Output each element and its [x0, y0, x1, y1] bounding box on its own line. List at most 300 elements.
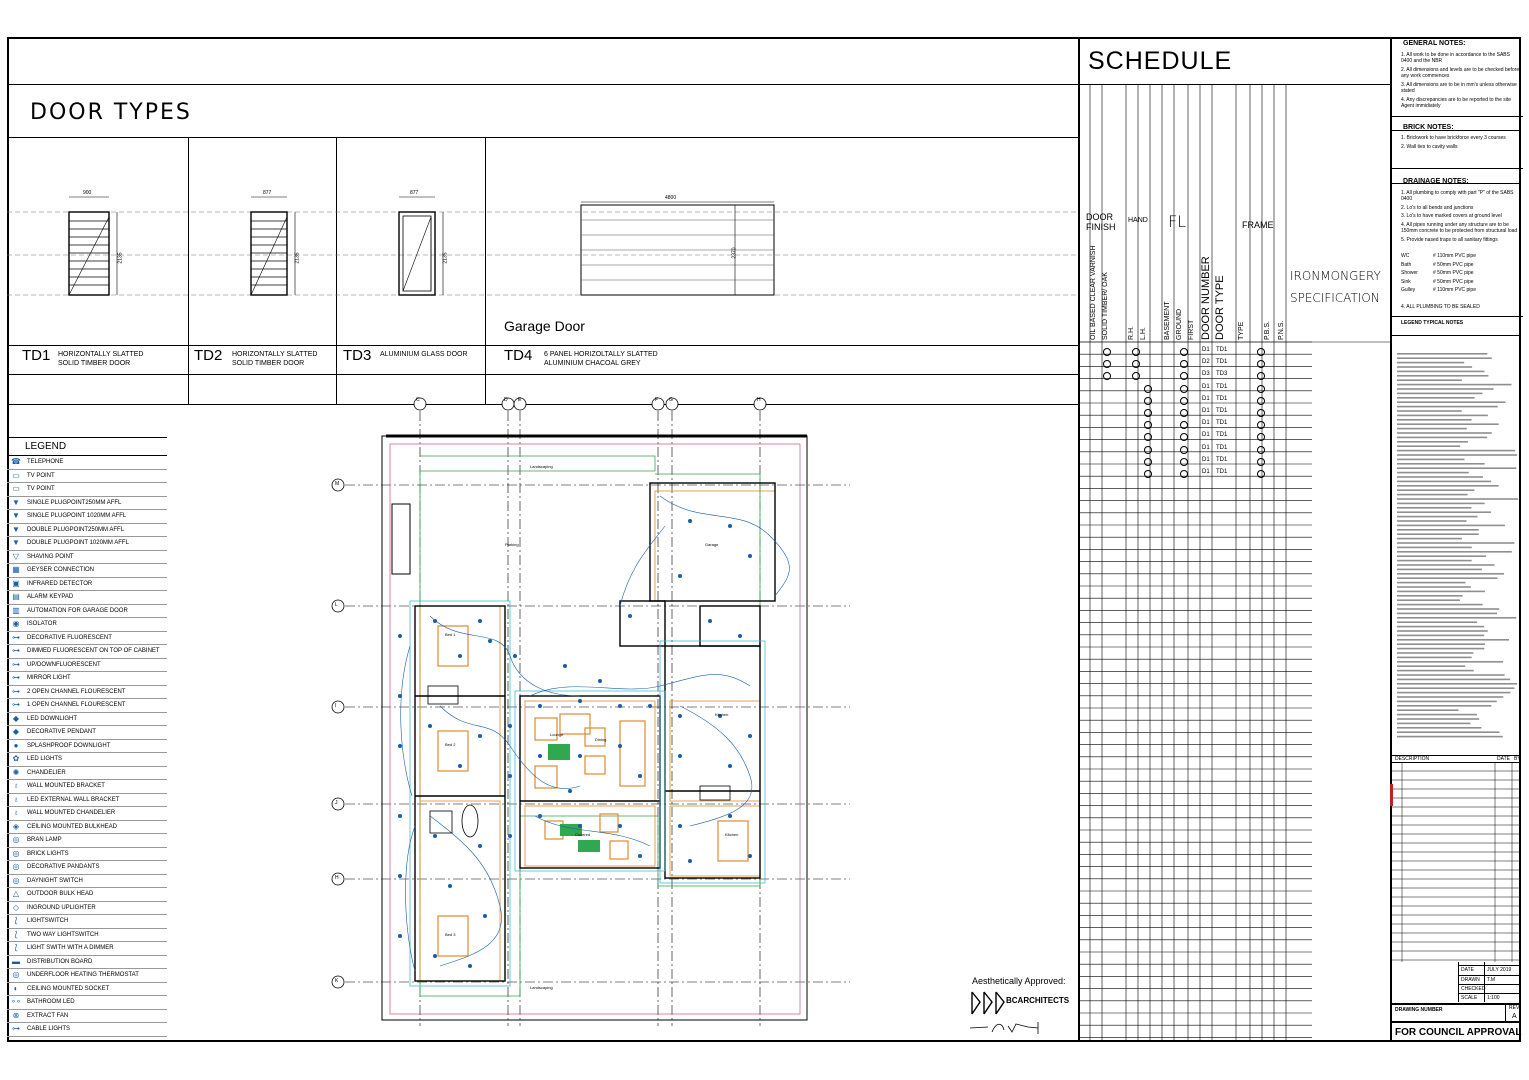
grid-label-j: J [335, 800, 338, 806]
legend-symbol-icon: ⊶ [12, 646, 20, 655]
svg-text:Garage: Garage [705, 542, 719, 547]
legend-label: LED DOWNLIGHT [27, 715, 78, 722]
floor-plan [320, 396, 860, 1030]
legend-symbol-icon: ✺ [12, 767, 20, 777]
schedule-mark [1257, 470, 1265, 478]
grid-label-g: G [669, 397, 673, 403]
light-fixture-icon [398, 634, 402, 638]
legend-item [7, 618, 167, 632]
brick-notes-title: BRICK NOTES: [1403, 123, 1454, 131]
legend-label: AUTOMATION FOR GARAGE DOOR [27, 607, 128, 614]
td4-width: 4800 [665, 195, 677, 201]
light-fixture-icon [428, 724, 432, 728]
schedule-door-type: TD1 [1216, 456, 1228, 463]
frame-header: FRAME [1242, 220, 1274, 230]
divider [1458, 984, 1521, 985]
date-value: JULY 2019 [1487, 967, 1512, 973]
pipe-spec: WC # 110mm PVC pipe [1401, 253, 1476, 259]
legend-label: WALL MOUNTED CHANDELIER [27, 810, 116, 816]
legend-label: BRICK LIGHTS [27, 850, 69, 857]
legend-item [7, 929, 167, 943]
legend-label: CHANDELIER [27, 769, 66, 776]
schedule-door-number: D1 [1202, 456, 1210, 463]
legend-symbol-icon: ▼ [12, 538, 20, 547]
light-fixture-icon [678, 714, 682, 718]
legend-label: UP/DOWNFLUORESCENT [27, 661, 101, 668]
legend-label: ISOLATOR [27, 621, 57, 627]
legend-symbol-icon: ✿ [12, 754, 20, 763]
legend-item [7, 537, 167, 551]
legend-symbol-icon: ⊶ [12, 700, 20, 709]
legend-label: INGROUND UPLIGHTER [27, 904, 96, 911]
td4-desc: 6 PANEL HORIZOLTALLY SLATTED ALUMINIUM CHACOAL GREY [544, 351, 658, 367]
schedule-mark [1144, 446, 1152, 454]
legend-symbol-icon: ◉ [12, 619, 20, 628]
schedule-mark [1257, 458, 1265, 466]
grid-label-e: E [518, 397, 522, 403]
legend-symbol-icon: ◎ [12, 848, 20, 858]
light-fixture-icon [478, 844, 482, 848]
light-fixture-icon [458, 764, 462, 768]
grid-label-k: K [335, 978, 339, 984]
legend-symbol-icon: ◇ [12, 902, 20, 912]
legend-label: WALL MOUNTED BRACKET [27, 783, 105, 789]
bc-architects-logo [970, 990, 1010, 1016]
light-fixture-icon [563, 664, 567, 668]
light-fixture-icon [598, 679, 602, 683]
legend-symbol-icon: ☎ [11, 457, 21, 466]
light-fixture-icon [508, 834, 512, 838]
divider [1458, 993, 1521, 994]
light-fixture-icon [648, 704, 652, 708]
col-finish-2: SOLID TIMBER/ OAK [1102, 272, 1109, 340]
drawn-value: T.M [1487, 977, 1496, 983]
light-fixture-icon [638, 774, 642, 778]
bc-architects-name: BCARCHITECTS [1006, 996, 1070, 1005]
schedule-door-type: TD1 [1216, 444, 1228, 451]
schedule-mark [1257, 446, 1265, 454]
divider [1390, 183, 1521, 184]
light-fixture-icon [628, 614, 632, 618]
legend-symbol-icon: ▬ [12, 956, 20, 966]
schedule-mark [1144, 458, 1152, 466]
scale-label: SCALE [1461, 995, 1478, 1001]
col-pbs: P.B.S. [1264, 321, 1271, 340]
svg-text:Parking: Parking [505, 542, 519, 547]
divider [1458, 975, 1521, 976]
divider [1390, 130, 1521, 131]
legend-symbol-icon: ▣ [12, 578, 20, 588]
legend-item [7, 470, 167, 484]
drainage-notes-title: DRAINAGE NOTES: [1403, 178, 1469, 185]
legend-symbol-icon: ◎ [12, 835, 20, 844]
pipe-spec: Gulley # 110mm PVC pipe [1401, 287, 1476, 293]
legend-label: BATHROOM LED [27, 999, 75, 1005]
legend-symbol-icon: ◆ [12, 727, 20, 736]
col-first: FIRST [1188, 319, 1195, 340]
legend-symbol-icon: ⟅ [14, 916, 18, 925]
col-basement: BASEMENT [1164, 301, 1171, 340]
light-fixture-icon [748, 734, 752, 738]
light-fixture-icon [688, 519, 692, 523]
schedule-door-type: TD1 [1216, 359, 1228, 366]
td3-code: TD3 [343, 347, 372, 364]
td2-desc: HORIZONTALLY SLATTED SOLID TIMBER DOOR [232, 351, 318, 367]
schedule-mark [1180, 397, 1188, 405]
svg-text:Kitchen: Kitchen [725, 832, 739, 837]
legend-label: SPLASHPROOF DOWNLIGHT [27, 742, 111, 749]
schedule-door-number: D1 [1202, 408, 1210, 414]
col-door-number: DOOR NUMBER [1200, 256, 1212, 340]
date-label: DATE [1461, 967, 1474, 973]
col-pns: P.N.S. [1278, 320, 1285, 340]
divider [7, 345, 1078, 346]
legend-label: TV POINT [27, 486, 55, 492]
schedule-mark [1180, 446, 1188, 454]
legend-symbol-icon: ▽ [12, 551, 20, 561]
note-item: 2. Lo's to all bends and junctions [1401, 204, 1474, 211]
divider [1390, 335, 1521, 336]
td4-code: TD4 [504, 347, 533, 364]
legend-item [7, 1010, 167, 1024]
schedule-title: SCHEDULE [1088, 47, 1233, 75]
legend-symbol-icon: ⟅ [14, 943, 18, 952]
legend-item [7, 780, 167, 794]
legend-label: TELEPHONE [27, 459, 64, 465]
svg-text:Landscaping: Landscaping [530, 464, 553, 469]
schedule-mark [1180, 458, 1188, 466]
plumbing-note: 4. ALL PLUMBING TO BE SEALED [1401, 303, 1480, 310]
legend-symbol-icon: ▼ [12, 524, 20, 534]
legend-item [7, 942, 167, 956]
legend-symbol-icon: ⊶ [12, 659, 20, 669]
schedule-mark [1257, 385, 1265, 393]
light-fixture-icon [538, 814, 542, 818]
legend-item [7, 551, 167, 565]
legend-item [7, 794, 167, 808]
revision-grid [1390, 762, 1521, 962]
legend-label: DOUBLE PLUGPOINT 1020MM AFFL [27, 540, 129, 546]
schedule-mark [1180, 470, 1188, 478]
schedule-door-type: TD1 [1216, 432, 1228, 439]
td2-height: 2135 [294, 252, 301, 264]
legend-item [7, 578, 167, 592]
schedule-door-number: D1 [1202, 395, 1210, 402]
legend-symbol-icon: ∘∘ [10, 997, 21, 1006]
door-elevations [7, 137, 1078, 345]
svg-text:Lounge: Lounge [550, 732, 564, 737]
td3-width: 877 [410, 190, 419, 196]
td2-code: TD2 [194, 347, 223, 364]
legend-item [7, 740, 167, 754]
legend-item [7, 996, 167, 1010]
legend-item [7, 497, 167, 511]
light-fixture-icon [748, 854, 752, 858]
legend-item [7, 834, 167, 848]
garage-door-label: Garage Door [504, 318, 585, 334]
divider [1390, 1003, 1521, 1005]
legend-symbol-icon: ⊶ [12, 686, 20, 696]
note-item: 4. Any discrepancies are to be reported to the site Agent immidiately [1401, 96, 1512, 109]
legend-item [7, 605, 167, 619]
td1-width: 900 [83, 190, 92, 196]
ironmongery-header: IRONMONGERY SPECIFICATION [1290, 269, 1381, 305]
legend-symbol-icon: ◎ [12, 970, 20, 979]
schedule-mark [1180, 409, 1188, 417]
schedule-door-type: TD1 [1216, 383, 1228, 390]
light-fixture-icon [508, 724, 512, 728]
legend-symbol-icon: ◆ [12, 713, 20, 723]
legend-symbol-icon: ⊶ [12, 673, 20, 682]
light-fixture-icon [458, 654, 462, 658]
grid-label-h-row: H [335, 875, 339, 881]
light-fixture-icon [468, 964, 472, 968]
legend-label: 1 OPEN CHANNEL FLOURESCENT [27, 702, 126, 708]
legend-item [7, 524, 167, 538]
legend-label: SHAVING POINT [27, 553, 74, 560]
rev-by-label: BY [1514, 756, 1521, 762]
legend-symbol-icon: ♁ [13, 781, 19, 790]
legend-symbol-icon: ◎ [12, 875, 20, 885]
note-item: 1. Brickwork to have brickforce every 3 courses [1401, 135, 1506, 141]
note-item: 4. All pipes running under any structure are to be 150mm concrete to be protected from structural load [1401, 221, 1518, 234]
legend-symbol-icon: ⊗ [12, 1010, 20, 1020]
light-fixture-icon [578, 824, 582, 828]
schedule-mark [1103, 348, 1111, 356]
legend-typical-notes-title: LEGEND TYPICAL NOTES [1401, 320, 1464, 326]
schedule-door-number: D1 [1202, 432, 1210, 439]
light-fixture-icon [618, 704, 622, 708]
pipe-spec: Sink # 50mm PVC pipe [1401, 278, 1474, 285]
td1-elevation [69, 197, 117, 295]
legend-label: TWO WAY LIGHTSWITCH [27, 931, 99, 938]
grid-label-c: C [416, 397, 420, 403]
schedule-door-type: TD1 [1216, 469, 1228, 475]
grid-label-i: I [335, 703, 337, 709]
note-item: 1. All work to be done in accordance to the SABS 0400 and the NBR [1401, 51, 1510, 64]
legend-label: DECORATIVE PANDANTS [27, 864, 100, 870]
schedule-mark [1132, 348, 1140, 356]
legend-symbol-icon: ● [13, 740, 19, 750]
light-fixture-icon [678, 574, 682, 578]
schedule-door-number: D1 [1202, 444, 1210, 451]
light-fixture-icon [618, 744, 622, 748]
hand-header: HAND [1128, 217, 1148, 224]
light-fixture-icon [538, 704, 542, 708]
legend-label: LED EXTERNAL WALL BRACKET [27, 796, 120, 803]
light-fixture-icon [678, 754, 682, 758]
legend-item [7, 672, 167, 686]
svg-text:Landscaping: Landscaping [530, 985, 553, 990]
legend-symbol-icon: ⊶ [12, 632, 20, 642]
note-item: 1. All plumbing to comply with part "P" of the SABS 0400 [1401, 189, 1514, 202]
legend-item [7, 591, 167, 605]
schedule-mark [1257, 397, 1265, 405]
light-fixture-icon [538, 754, 542, 758]
legend-item [7, 969, 167, 983]
schedule-door-number: D2 [1202, 359, 1210, 366]
rev-date-label: DATE [1497, 756, 1510, 762]
light-fixture-icon [398, 934, 402, 938]
light-fixture-icon [618, 824, 622, 828]
council-approval-label: FOR COUNCIL APPROVAL [1395, 1027, 1522, 1038]
light-fixture-icon [398, 694, 402, 698]
td3-height: 2135 [442, 252, 449, 264]
light-fixture-icon [678, 824, 682, 828]
light-fixture-icon [578, 754, 582, 758]
divider [7, 84, 1078, 85]
schedule-door-number: D1 [1202, 347, 1210, 353]
legend-label: DISTRIBUTION BOARD [27, 958, 93, 965]
legend-item [7, 713, 167, 727]
legend-item [7, 753, 167, 767]
legend-label: MIRROR LIGHT [27, 675, 71, 681]
td3-desc: ALUMINIUM GLASS DOOR [380, 351, 468, 358]
schedule-mark [1257, 348, 1265, 356]
light-fixture-icon [568, 789, 572, 793]
legend-label: LIGHTSWITCH [27, 918, 69, 924]
drawn-label: DRAWN [1461, 977, 1480, 983]
legend-label: CEILING MOUNTED BULKHEAD [27, 823, 118, 830]
light-fixture-icon [478, 619, 482, 623]
legend-title: LEGEND [7, 437, 167, 456]
note-item: 3. Lo's to have marked covers at ground level [1401, 213, 1502, 219]
legend-item [7, 821, 167, 835]
schedule-mark [1144, 470, 1152, 478]
legend-symbol-icon: ◈ [12, 821, 20, 831]
light-fixture-icon [433, 954, 437, 958]
light-fixture-icon [748, 554, 752, 558]
svg-text:Covered: Covered [575, 832, 591, 837]
light-fixture-icon [738, 634, 742, 638]
grid-label-h: H [757, 397, 761, 403]
legend-label: DIMMED FLUORESCENT ON TOP OF CABINET [27, 648, 160, 654]
legend-label: OUTDOOR BULK HEAD [27, 891, 94, 897]
legend-label: SINGLE PLUGPOINT 1020MM AFFL [27, 513, 127, 519]
note-item: 2. Wall ties to cavity walls [1401, 143, 1458, 150]
legend-label: CABLE LIGHTS [27, 1026, 71, 1032]
light-fixture-icon [728, 524, 732, 528]
legend-symbol-icon: ▦ [12, 565, 20, 574]
legend-item [7, 686, 167, 700]
light-fixture-icon [398, 814, 402, 818]
schedule-door-number: D1 [1202, 420, 1210, 427]
note-item: 3. All dimensions are to be in mm's unless otherwise stated [1401, 81, 1517, 94]
col-rh: R.H. [1128, 326, 1135, 340]
col-finish-1: OIL BASED CLEAR VARNISH [1090, 245, 1097, 340]
light-fixture-icon [488, 639, 492, 643]
legend-symbol-icon: ⊶ [12, 1024, 20, 1033]
legend-item [7, 861, 167, 875]
legend-item [7, 983, 167, 997]
legend-symbol-icon: ▥ [12, 605, 20, 615]
legend-item [7, 510, 167, 524]
schedule-door-type: TD3 [1216, 371, 1228, 378]
schedule-door-type: TD1 [1216, 408, 1228, 414]
td4-height: 2370 [731, 247, 738, 259]
light-fixture-icon [728, 764, 732, 768]
td3-elevation [399, 197, 443, 295]
legend-label: 2 OPEN CHANNEL FLOURESCENT [27, 688, 126, 695]
grid-label-f: F [655, 397, 659, 403]
td4-elevation [581, 202, 774, 295]
pipe-spec: Bath # 50mm PVC pipe [1401, 261, 1474, 268]
legend-item [7, 699, 167, 713]
divider [1484, 962, 1485, 1002]
light-fixture-icon [433, 834, 437, 838]
svg-text:Bed 1: Bed 1 [445, 632, 456, 637]
light-fixture-icon [483, 914, 487, 918]
legend-item [7, 767, 167, 781]
legend-symbol-icon: ▭ [12, 470, 20, 480]
legend-item [7, 807, 167, 821]
divider [1505, 1003, 1506, 1021]
svg-text:Kitchen: Kitchen [715, 712, 729, 717]
legend-label: LED LIGHTS [27, 756, 63, 762]
general-notes-title: GENERAL NOTES: [1403, 40, 1466, 47]
legend-item [7, 564, 167, 578]
td1-code: TD1 [22, 347, 51, 364]
legend-symbol-icon: ▼ [12, 497, 20, 507]
legend-label: UNDERFLOOR HEATING THERMOSTAT [27, 972, 139, 978]
light-fixture-icon [448, 884, 452, 888]
drawing-number-label: DRAWING NUMBER [1395, 1007, 1443, 1013]
note-item: 2. All dimensions and levels are to be checked before any work commences [1401, 66, 1520, 79]
schedule-grid [1078, 84, 1390, 1042]
legend-label: TV POINT [27, 472, 55, 479]
schedule-door-number: D1 [1202, 469, 1210, 475]
light-fixture-icon [508, 774, 512, 778]
signature [968, 1018, 1048, 1036]
legend-item [7, 1023, 167, 1037]
legend-label: DECORATIVE PENDANT [27, 729, 96, 735]
col-type: TYPE [1238, 321, 1245, 340]
schedule-mark [1180, 385, 1188, 393]
rev-desc-label: DESCRIPTION [1395, 756, 1430, 762]
light-fixture-icon [398, 744, 402, 748]
light-fixture-icon [638, 854, 642, 858]
legend-item [7, 632, 167, 646]
td1-height: 2135 [117, 252, 124, 264]
legend-item [7, 875, 167, 889]
legend-symbol-icon: ▭ [12, 484, 20, 493]
light-fixture-icon [688, 859, 692, 863]
td2-width: 877 [263, 190, 272, 196]
schedule-door-type: TD1 [1216, 420, 1228, 427]
grid-label-m: M [335, 481, 340, 487]
rev-value: A [1512, 1013, 1517, 1020]
legend-item [7, 659, 167, 673]
door-types-title: DOOR TYPES [30, 100, 192, 125]
legend-symbol-icon: ◎ [12, 862, 20, 871]
legend [7, 437, 167, 1037]
schedule-mark [1180, 348, 1188, 356]
approved-label: Aesthetically Approved: [972, 976, 1066, 986]
schedule-door-number: D3 [1202, 371, 1210, 378]
svg-text:Dining: Dining [595, 737, 607, 742]
legend-label: INFRARED DETECTOR [27, 580, 93, 587]
legend-symbol-icon: ▼ [12, 511, 20, 520]
legend-item [7, 726, 167, 740]
legend-symbol-icon: △ [12, 889, 20, 898]
grid-label-l: L [335, 602, 338, 608]
legend-label: BRAN LAMP [27, 837, 62, 843]
fl-header: FL [1168, 212, 1187, 231]
legend-label: GEYSER CONNECTION [27, 567, 95, 573]
checked-label: CHECKED [1461, 986, 1486, 992]
td1-desc: HORIZONTALLY SLATTED SOLID TIMBER DOOR [58, 351, 144, 367]
divider [1458, 962, 1459, 1002]
